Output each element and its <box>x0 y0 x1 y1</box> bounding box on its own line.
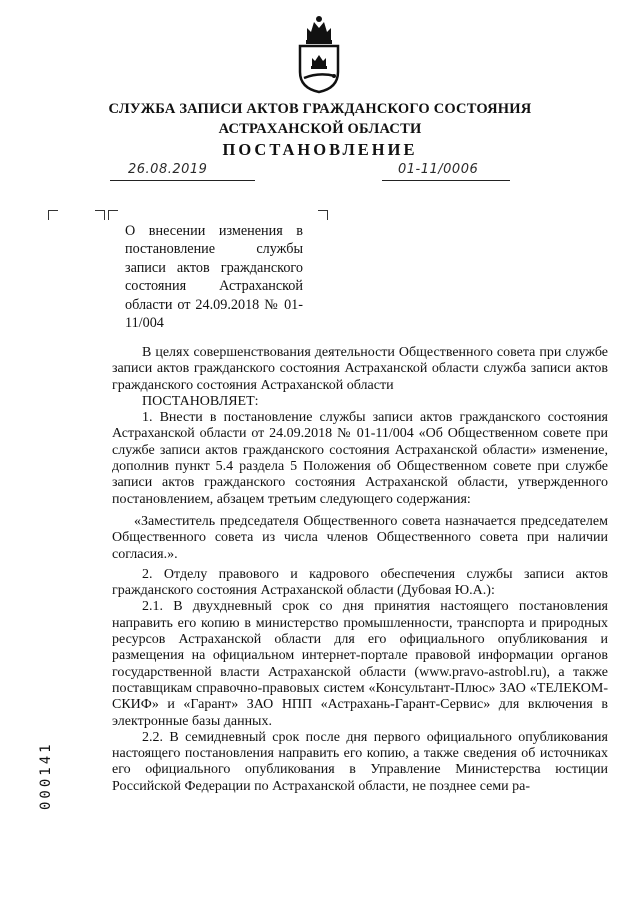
corner-mark-right <box>318 210 328 220</box>
intro-paragraph: В целях совершенствования деятельности Общественного совета при службе записи актов гражданского состояния Астраханской области служба записи актов гражданского состояния Астраханской области <box>112 345 608 393</box>
quote-paragraph: «Заместитель председателя Общественного совета назначается председателем Общественного совета из числа членов Общественного совета при наличии согласия.». <box>112 513 608 562</box>
handwritten-date: 26.08.2019 <box>128 162 208 177</box>
handwritten-number: 01-11/0006 <box>398 162 479 177</box>
item-2-1-paragraph: 2.1. В двухдневный срок со дня принятия настоящего постановления направить его копию в министерство промышленности, транспорта и природных ресурсов Астраханской области для его официального опубликования и размещения на официальном интернет-портале правовой информации органов государственной власти Астраханской области (www.pravo-astrobl.ru), а также поставщикам справочно-правовых систем «Консультант-Плюс» ЗАО «ТЕЛЕКОМ-СКИФ» и «Гарант» ЗАО НПП «Астрахань-Гарант-Сервис» для включения в электронные базы данных. <box>112 599 608 729</box>
date-underline <box>110 180 255 181</box>
corner-mark-mid-left <box>95 210 105 220</box>
item-2-2-paragraph: 2.2. В семидневный срок после дня первого официального опубликования настоящего постановления направить его копию, а также сведения об источниках его официального опубликования в Управление Министерства юстиции Российской Федерации по Астраханской области, не позднее семи ра- <box>112 729 608 794</box>
number-underline <box>382 180 510 181</box>
margin-serial-number: 000141 <box>38 741 54 810</box>
coat-of-arms-emblem <box>294 14 344 94</box>
corner-mark-mid-right <box>108 210 118 220</box>
item-2-paragraph: 2. Отделу правового и кадрового обеспечения службы записи актов гражданского состояния Астраханской области (Дубовая Ю.А.): <box>112 566 608 599</box>
agency-name-line2: АСТРАХАНСКОЙ ОБЛАСТИ <box>218 121 422 137</box>
corner-mark-left <box>48 210 58 220</box>
resolves-heading: ПОСТАНОВЛЯЕТ: <box>142 393 259 409</box>
document-body <box>112 345 608 795</box>
document-subject: О внесении изменения в постановление службы записи актов гражданского состояния Астраханской области от 24.09.2018 № 01-11/004 <box>125 223 303 332</box>
agency-name-line1: СЛУЖБА ЗАПИСИ АКТОВ ГРАЖДАНСКОГО СОСТОЯНИЯ <box>108 101 532 117</box>
document-type-title: ПОСТАНОВЛЕНИЕ <box>222 140 418 159</box>
item-1-paragraph: 1. Внести в постановление службы записи актов гражданского состояния Астраханской области от 24.09.2018 № 01-11/004 «Об Общественном совете при службе записи актов гражданского состояния Астраханской области» изменение, дополнив пункт 5.4 раздела 5 Положения об Общественном совете при службе записи актов гражданского состояния Астраханской области, утвержденного постановлением, абзацем третьим следующего содержания: <box>112 410 608 507</box>
